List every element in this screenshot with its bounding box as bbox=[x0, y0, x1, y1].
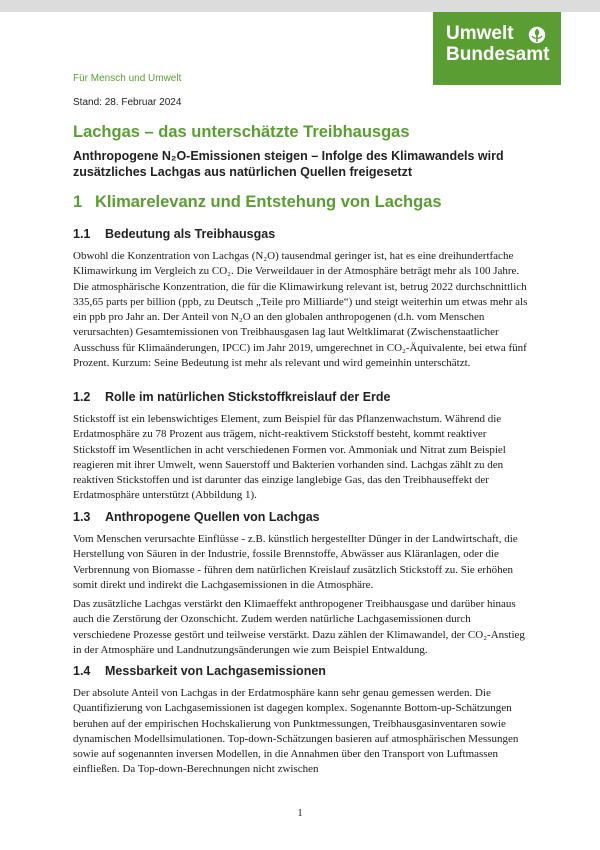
subsection-title: Bedeutung als Treibhausgas bbox=[105, 227, 276, 241]
top-bar bbox=[0, 0, 600, 12]
subsection-number: 1.3 bbox=[73, 510, 91, 524]
subsection-number: 1.2 bbox=[73, 390, 91, 404]
subsection-title: Messbarkeit von Lachgasemissionen bbox=[105, 664, 326, 678]
logo-line-2: Bundesamt bbox=[446, 44, 550, 65]
subsection-heading-1-1 bbox=[73, 226, 543, 242]
umweltbundesamt-logo[interactable] bbox=[433, 12, 561, 85]
page-number: 1 bbox=[297, 807, 303, 819]
document-title: Lachgas – das unterschätzte Treibhausgas bbox=[73, 123, 410, 141]
subsection-title: Rolle im natürlichen Stickstoffkreislauf der Erde bbox=[105, 390, 391, 404]
subsection-heading-1-2 bbox=[73, 389, 543, 405]
subsection-number: 1.4 bbox=[73, 664, 91, 678]
subsection-heading-1-4 bbox=[73, 663, 543, 679]
subsection-title: Anthropogene Quellen von Lachgas bbox=[105, 510, 320, 524]
document-subtitle: Anthropogene N₂O-Emissionen steigen – Infolge des Klimawandels wird zusätzliches Lachgas aus natürlichen Quellen freigesetzt bbox=[73, 149, 504, 179]
paragraph: Der absolute Anteil von Lachgas in der Erdatmosphäre kann sehr genau gemessen werden. Die Quantifizierung von Lachgasemissionen ist dagegen komplex. Sogenannte Bottom-up-Schätzungen beruhen auf der empirischen Hochskalierung von Punktmessungen, Treibhausgasinventaren sowie dynamischen Modellsimulationen. Top-down-Schätzungen basieren auf atmosphärischen Messungen sowie auf sogenannten inversen Modellen, in die Annahmen über den Transport von Luftmassen einfließen. Da Top-down-Berechnungen nicht zwischen bbox=[73, 687, 519, 776]
section-title: Klimarelevanz und Entstehung von Lachgas bbox=[95, 193, 442, 211]
section-heading bbox=[73, 192, 543, 212]
paragraph: Stickstoff ist ein lebenswichtiges Element, zum Beispiel für das Pflanzenwachstum. Während die Erdatmosphäre zu 78 Prozent aus trägem, nicht-reaktivem Stickstoff besteht, kommt reaktiver Stickstoff im Wesentlichen in acht verschiedenen Formen vor. Ammoniak und Nitrat zum Beispiel reagieren mit ihrer Umwelt, wenn Sauerstoff und Bakterien vorhanden sind. Lachgas zählt zu den reaktiven Stickstoffen und ist darunter das einzige langlebige Gas, das den Treibhauseffekt der Erdatmosphäre unterstützt (Abbildung 1). bbox=[73, 413, 506, 502]
paragraph: Vom Menschen verursachte Einflüsse - z.B. künstlich hergestellter Dünger in der Landwirtschaft, die Herstellung von Säuren in der Industrie, fossile Brennstoffe, Abwässer aus Kläranlagen, oder die Verbrennung von Biomasse - führen dem natürlichen Kreislauf zusätzlich Stickstoff zu. Sie erhöhen somit direkt und indirekt die Lachgasemissionen in die Atmosphäre. bbox=[73, 533, 518, 591]
logo-line-1: Umwelt bbox=[446, 23, 514, 44]
paragraph: Das zusätzliche Lachgas verstärkt den Klimaeffekt anthropogener Treibhausgase und darüber hinaus auch die Zerstörung der Ozonschicht. Zudem werden natürliche Lachgasemissionen durch verschiedene Prozesse gestört und teilweise verstärkt. Dazu zählen der Klimawandel, der CO₂-Anstieg in der Atmosphäre und Landnutzungsänderungen wie zum Beispiel Entwaldung. bbox=[73, 598, 525, 656]
section-number: 1 bbox=[73, 193, 83, 211]
logo-emblem-icon bbox=[528, 26, 546, 44]
subsection-heading-1-3 bbox=[73, 509, 543, 525]
paragraph: Obwohl die Konzentration von Lachgas (N₂O) tausendmal geringer ist, hat es eine dreihundertfache Klimawirkung im Vergleich zu CO₂. Die Verweildauer in der Atmosphäre beträgt mehr als 100 Jahre. Die atmosphärische Konzentration, die für die Klimawirkung relevant ist, betrug 2022 durchschnittlich 335,65 parts per billion (ppb, zu Deutsch „Teile pro Milliarde“) und steigt weiterhin um etwas mehr als ein ppb pro Jahr an. Der Anteil von N₂O an den globalen anthropogenen (d.h. vom Menschen verursachten) Gesamtemissionen von Treibhausgasen lag laut Weltklimarat (Zwischenstaatlicher Ausschuss für Klimaänderungen, IPCC) im Jahr 2019, umgerechnet in CO₂-Äquivalente, bei etwa fünf Prozent. Kurzum: Seine Bedeutung ist mehr als relevant und wird gemeinhin unterschätzt. bbox=[73, 250, 528, 370]
document-date: Stand: 28. Februar 2024 bbox=[73, 97, 182, 108]
subsection-number: 1.1 bbox=[73, 227, 91, 241]
tagline: Für Mensch und Umwelt bbox=[73, 73, 182, 84]
